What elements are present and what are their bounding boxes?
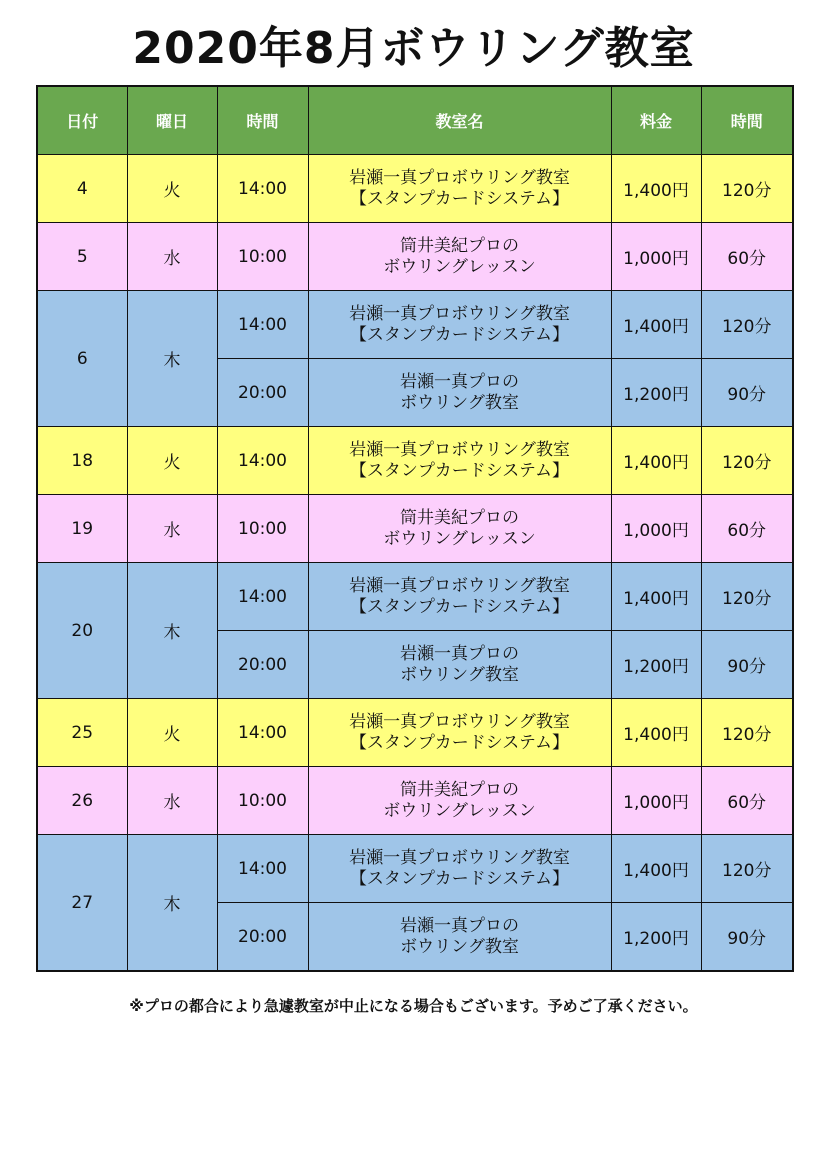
table-row <box>37 767 793 835</box>
table-row <box>37 427 793 495</box>
price-cell: 1,400円 <box>611 835 701 903</box>
schedule-body <box>37 155 793 972</box>
price-cell: 1,400円 <box>611 427 701 495</box>
schedule-table <box>36 85 794 972</box>
duration-cell: 60分 <box>701 495 793 563</box>
weekday-cell: 火 <box>127 427 217 495</box>
weekday-cell: 水 <box>127 223 217 291</box>
price-cell: 1,200円 <box>611 903 701 972</box>
price-cell: 1,400円 <box>611 291 701 359</box>
weekday-cell: 水 <box>127 495 217 563</box>
duration-cell: 60分 <box>701 767 793 835</box>
date-cell: 26 <box>37 767 127 835</box>
class-name-cell <box>308 699 611 767</box>
table-row <box>37 155 793 223</box>
class-name-cell <box>308 835 611 903</box>
class-name-cell <box>308 631 611 699</box>
time-cell: 14:00 <box>217 155 308 223</box>
class-name-line: 岩瀬一真プロの <box>400 915 519 936</box>
class-name-cell <box>308 767 611 835</box>
class-name-line: 【スタンプカードシステム】 <box>349 324 570 345</box>
class-name-line: 岩瀬一真プロの <box>400 371 519 392</box>
class-name-cell <box>308 291 611 359</box>
duration-cell: 90分 <box>701 359 793 427</box>
weekday-cell: 木 <box>127 835 217 972</box>
duration-cell: 90分 <box>701 631 793 699</box>
time-cell: 10:00 <box>217 767 308 835</box>
page-title: 2020年8月ボウリング教室 <box>132 23 695 74</box>
class-name-line: 岩瀬一真プロボウリング教室 <box>349 303 570 324</box>
time-cell: 20:00 <box>217 631 308 699</box>
duration-cell: 120分 <box>701 563 793 631</box>
weekday-cell: 木 <box>127 563 217 699</box>
header-weekday: 曜日 <box>127 86 217 155</box>
date-cell: 18 <box>37 427 127 495</box>
date-cell: 25 <box>37 699 127 767</box>
duration-cell: 120分 <box>701 699 793 767</box>
class-name-cell <box>308 223 611 291</box>
header-duration: 時間 <box>701 86 793 155</box>
time-cell: 14:00 <box>217 699 308 767</box>
price-cell: 1,400円 <box>611 155 701 223</box>
class-name-line: ボウリングレッスン <box>383 800 536 821</box>
date-cell: 27 <box>37 835 127 972</box>
class-name-cell <box>308 359 611 427</box>
class-name-cell <box>308 427 611 495</box>
header-row <box>37 86 793 155</box>
weekday-cell: 火 <box>127 699 217 767</box>
class-name-line: ボウリング教室 <box>400 936 519 957</box>
date-cell: 19 <box>37 495 127 563</box>
table-row <box>37 495 793 563</box>
weekday-cell: 木 <box>127 291 217 427</box>
class-name-cell <box>308 495 611 563</box>
time-cell: 14:00 <box>217 291 308 359</box>
duration-cell: 120分 <box>701 835 793 903</box>
price-cell: 1,200円 <box>611 631 701 699</box>
time-cell: 20:00 <box>217 359 308 427</box>
class-name-line: 岩瀬一真プロの <box>400 643 519 664</box>
duration-cell: 60分 <box>701 223 793 291</box>
class-name-line: 【スタンプカードシステム】 <box>349 732 570 753</box>
table-row <box>37 835 793 903</box>
date-cell: 6 <box>37 291 127 427</box>
class-name-line: 岩瀬一真プロボウリング教室 <box>349 439 570 460</box>
class-name-cell <box>308 563 611 631</box>
time-cell: 20:00 <box>217 903 308 972</box>
class-name-line: ボウリング教室 <box>400 392 519 413</box>
class-name-line: 【スタンプカードシステム】 <box>349 868 570 889</box>
duration-cell: 120分 <box>701 427 793 495</box>
table-row <box>37 699 793 767</box>
weekday-cell: 水 <box>127 767 217 835</box>
time-cell: 14:00 <box>217 427 308 495</box>
class-name-line: 岩瀬一真プロボウリング教室 <box>349 575 570 596</box>
date-cell: 20 <box>37 563 127 699</box>
price-cell: 1,000円 <box>611 223 701 291</box>
footnote: ※プロの都合により急遽教室が中止になる場合もございます。予めご了承ください。 <box>129 997 698 1015</box>
time-cell: 10:00 <box>217 495 308 563</box>
class-name-line: 岩瀬一真プロボウリング教室 <box>349 847 570 868</box>
price-cell: 1,400円 <box>611 563 701 631</box>
time-cell: 14:00 <box>217 835 308 903</box>
class-name-line: 筒井美紀プロの <box>400 507 519 528</box>
date-cell: 4 <box>37 155 127 223</box>
class-name-cell <box>308 155 611 223</box>
class-name-line: ボウリングレッスン <box>383 528 536 549</box>
duration-cell: 90分 <box>701 903 793 972</box>
price-cell: 1,200円 <box>611 359 701 427</box>
class-name-line: 【スタンプカードシステム】 <box>349 460 570 481</box>
class-name-line: 岩瀬一真プロボウリング教室 <box>349 711 570 732</box>
class-name-line: 【スタンプカードシステム】 <box>349 596 570 617</box>
date-cell: 5 <box>37 223 127 291</box>
class-name-line: 筒井美紀プロの <box>400 235 519 256</box>
table-row <box>37 563 793 631</box>
header-time: 時間 <box>217 86 308 155</box>
time-cell: 14:00 <box>217 563 308 631</box>
header-class-name: 教室名 <box>308 86 611 155</box>
class-name-line: ボウリングレッスン <box>383 256 536 277</box>
duration-cell: 120分 <box>701 291 793 359</box>
price-cell: 1,000円 <box>611 767 701 835</box>
header-date: 日付 <box>37 86 127 155</box>
header-price: 料金 <box>611 86 701 155</box>
class-name-line: 岩瀬一真プロボウリング教室 <box>349 167 570 188</box>
time-cell: 10:00 <box>217 223 308 291</box>
class-name-cell <box>308 903 611 972</box>
table-row <box>37 291 793 359</box>
price-cell: 1,400円 <box>611 699 701 767</box>
class-name-line: ボウリング教室 <box>400 664 519 685</box>
class-name-line: 【スタンプカードシステム】 <box>349 188 570 209</box>
price-cell: 1,000円 <box>611 495 701 563</box>
table-row <box>37 223 793 291</box>
weekday-cell: 火 <box>127 155 217 223</box>
duration-cell: 120分 <box>701 155 793 223</box>
class-name-line: 筒井美紀プロの <box>400 779 519 800</box>
